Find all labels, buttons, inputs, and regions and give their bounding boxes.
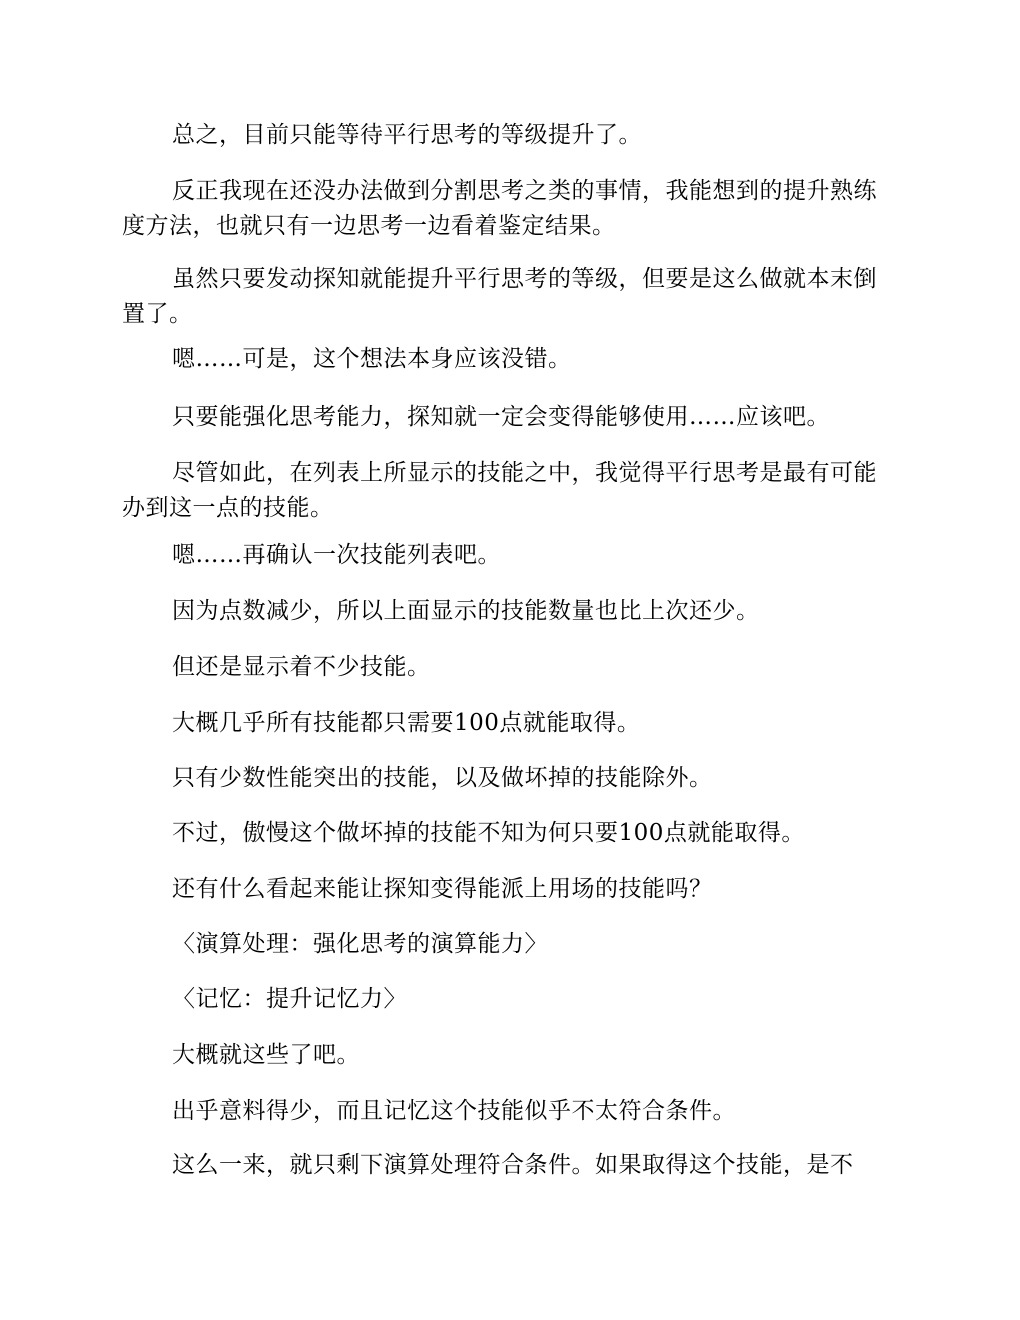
paragraph: 不过，傲慢这个做坏掉的技能不知为何只要100点就能取得。	[172, 820, 805, 846]
paragraph: 总之，目前只能等待平行思考的等级提升了。	[172, 122, 642, 148]
paragraph: 只有少数性能突出的技能，以及做坏掉的技能除外。	[172, 765, 713, 791]
paragraph: 大概几乎所有技能都只需要100点就能取得。	[172, 710, 641, 736]
paragraph: 〈记忆：提升记忆力〉	[172, 986, 407, 1012]
paragraph: 虽然只要发动探知就能提升平行思考的等级，但要是这么做就本末倒置了。	[122, 266, 877, 327]
paragraph: 但还是显示着不少技能。	[172, 654, 431, 680]
paragraph: 还有什么看起来能让探知变得能派上用场的技能吗？	[172, 876, 713, 902]
paragraph: 只要能强化思考能力，探知就一定会变得能够使用……应该吧。	[172, 404, 830, 430]
paragraph: 嗯……再确认一次技能列表吧。	[172, 542, 501, 568]
paragraph: 大概就这些了吧。	[172, 1042, 360, 1068]
paragraph: 嗯……可是，这个想法本身应该没错。	[172, 346, 572, 372]
paragraph: 因为点数减少，所以上面显示的技能数量也比上次还少。	[172, 598, 760, 624]
paragraph: 出乎意料得少，而且记忆这个技能似乎不太符合条件。	[172, 1098, 736, 1124]
paragraph: 〈演算处理：强化思考的演算能力〉	[172, 931, 548, 957]
paragraph: 这么一来，就只剩下演算处理符合条件。如果取得这个技能，是不	[172, 1152, 854, 1178]
paragraph: 反正我现在还没办法做到分割思考之类的事情，我能想到的提升熟练度方法，也就只有一边思考一边看着鉴定结果。	[122, 178, 877, 239]
paragraph: 尽管如此，在列表上所显示的技能之中，我觉得平行思考是最有可能办到这一点的技能。	[122, 460, 877, 521]
